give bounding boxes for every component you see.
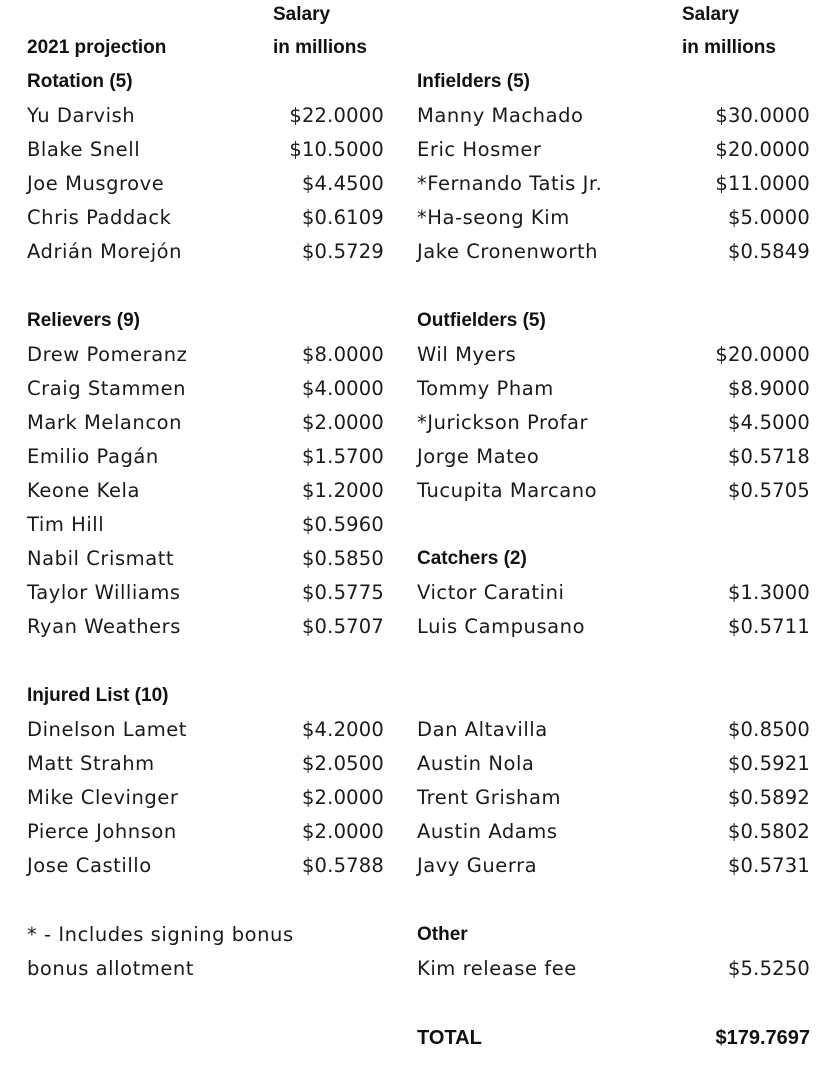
table-row [27, 374, 384, 404]
player-name: Taylor Williams [27, 581, 181, 604]
player-name: Manny Machado [417, 104, 584, 127]
player-name: Jake Cronenworth [417, 240, 599, 263]
player-salary: $0.5711 [727, 615, 810, 638]
table-row [417, 749, 810, 779]
table-row [27, 476, 384, 506]
player-name: Wil Myers [417, 343, 517, 366]
player-salary: $2.0500 [301, 752, 384, 775]
player-name: Tucupita Marcano [417, 479, 598, 502]
player-salary: $11.0000 [715, 172, 810, 195]
player-name: Craig Stammen [27, 377, 187, 400]
player-name: Adrián Morejón [27, 240, 183, 263]
salary-header-left-line2: in millions [273, 37, 367, 58]
player-salary: $4.2000 [301, 718, 384, 741]
table-row [417, 783, 810, 813]
item-name: Kim release fee [417, 957, 577, 980]
player-name: Austin Adams [417, 820, 558, 843]
salary-header-right-line1: Salary [682, 4, 740, 25]
player-salary: $0.5850 [301, 547, 384, 570]
table-row [417, 408, 810, 438]
player-salary: $0.5707 [301, 615, 384, 638]
player-name: Joe Musgrove [27, 172, 165, 195]
table-row [417, 851, 810, 881]
other-heading: Other [417, 924, 468, 945]
player-name: Jose Castillo [27, 854, 152, 877]
player-salary: $2.0000 [301, 786, 384, 809]
catchers-heading: Catchers (2) [417, 548, 527, 569]
player-salary: $22.0000 [289, 104, 384, 127]
player-name: Matt Strahm [27, 752, 155, 775]
player-name: Ryan Weathers [27, 615, 181, 638]
player-salary: $0.5705 [727, 479, 810, 502]
player-name: Dan Altavilla [417, 718, 548, 741]
table-row [27, 340, 384, 370]
player-name: *Jurickson Profar [417, 411, 589, 434]
player-name: Trent Grisham [417, 786, 561, 809]
outfielders-heading: Outfielders (5) [417, 310, 546, 331]
player-name: *Fernando Tatis Jr. [417, 172, 603, 195]
player-salary: $0.5802 [727, 820, 810, 843]
table-row [27, 510, 384, 540]
salary-header-left-line1: Salary [273, 4, 331, 25]
player-salary: $0.5849 [727, 240, 810, 263]
table-row [417, 237, 810, 267]
player-salary: $5.0000 [727, 206, 810, 229]
table-row [417, 476, 810, 506]
player-salary: $1.5700 [301, 445, 384, 468]
relievers-heading: Relievers (9) [27, 310, 141, 331]
player-name: Jorge Mateo [417, 445, 540, 468]
table-row [417, 135, 810, 165]
table-row [417, 715, 810, 745]
total-value: $179.7697 [715, 1027, 810, 1049]
table-row [27, 749, 384, 779]
player-name: Chris Paddack [27, 206, 172, 229]
player-salary: $30.0000 [715, 104, 810, 127]
player-name: Pierce Johnson [27, 820, 177, 843]
table-row [417, 203, 810, 233]
player-name: Yu Darvish [27, 104, 136, 127]
table-row [27, 783, 384, 813]
page-title: 2021 projection [27, 37, 167, 58]
player-salary: $0.5718 [727, 445, 810, 468]
table-row [27, 544, 384, 574]
table-row [27, 442, 384, 472]
player-name: Austin Nola [417, 752, 535, 775]
player-name: *Ha-seong Kim [417, 206, 570, 229]
player-salary: $8.9000 [727, 377, 810, 400]
player-salary: $0.5788 [301, 854, 384, 877]
table-row [417, 954, 810, 984]
table-row [417, 442, 810, 472]
table-row [417, 612, 810, 642]
player-name: Mark Melancon [27, 411, 182, 434]
player-name: Luis Campusano [417, 615, 586, 638]
player-salary: $20.0000 [715, 343, 810, 366]
player-name: Eric Hosmer [417, 138, 542, 161]
player-salary: $2.0000 [301, 411, 384, 434]
player-name: Dinelson Lamet [27, 718, 188, 741]
table-row [27, 817, 384, 847]
table-row [27, 578, 384, 608]
player-salary: $2.0000 [301, 820, 384, 843]
rotation-heading: Rotation (5) [27, 71, 133, 92]
player-name: Mike Clevinger [27, 786, 179, 809]
player-salary: $10.5000 [289, 138, 384, 161]
table-row [27, 851, 384, 881]
player-name: Victor Caratini [417, 581, 565, 604]
player-name: Blake Snell [27, 138, 141, 161]
table-row [417, 374, 810, 404]
footnote-line2: bonus allotment [27, 957, 194, 980]
table-row [417, 340, 810, 370]
player-name: Keone Kela [27, 479, 140, 502]
table-row [27, 101, 384, 131]
right-column [417, 0, 810, 1073]
player-salary: $1.3000 [727, 581, 810, 604]
salary-header-right-line2: in millions [682, 37, 776, 58]
table-row [27, 169, 384, 199]
player-salary: $1.2000 [301, 479, 384, 502]
player-salary: $8.0000 [301, 343, 384, 366]
player-salary: $4.5000 [727, 411, 810, 434]
player-name: Tim Hill [27, 513, 105, 536]
table-row [417, 101, 810, 131]
player-name: Emilio Pagán [27, 445, 159, 468]
injured-heading: Injured List (10) [27, 685, 169, 706]
table-row [417, 817, 810, 847]
footnote-line1: * - Includes signing bonus [27, 923, 294, 946]
player-salary: $0.8500 [727, 718, 810, 741]
table-row [27, 135, 384, 165]
player-name: Drew Pomeranz [27, 343, 188, 366]
table-row [27, 237, 384, 267]
player-name: Tommy Pham [417, 377, 554, 400]
player-salary: $4.0000 [301, 377, 384, 400]
item-amount: $5.5250 [727, 957, 810, 980]
player-salary: $0.5892 [727, 786, 810, 809]
table-row [27, 408, 384, 438]
player-salary: $0.5921 [727, 752, 810, 775]
player-salary: $0.5775 [301, 581, 384, 604]
player-salary: $20.0000 [715, 138, 810, 161]
total-label: TOTAL [417, 1027, 482, 1049]
player-salary: $0.5731 [727, 854, 810, 877]
table-row [27, 612, 384, 642]
player-salary: $0.5960 [301, 513, 384, 536]
table-row [417, 169, 810, 199]
player-salary: $0.6109 [301, 206, 384, 229]
infielders-heading: Infielders (5) [417, 71, 530, 92]
table-row [417, 578, 810, 608]
player-name: Nabil Crismatt [27, 547, 175, 570]
player-salary: $0.5729 [301, 240, 384, 263]
player-name: Javy Guerra [417, 854, 538, 877]
table-row [27, 203, 384, 233]
table-row [27, 715, 384, 745]
left-column [27, 0, 384, 1073]
player-salary: $4.4500 [301, 172, 384, 195]
